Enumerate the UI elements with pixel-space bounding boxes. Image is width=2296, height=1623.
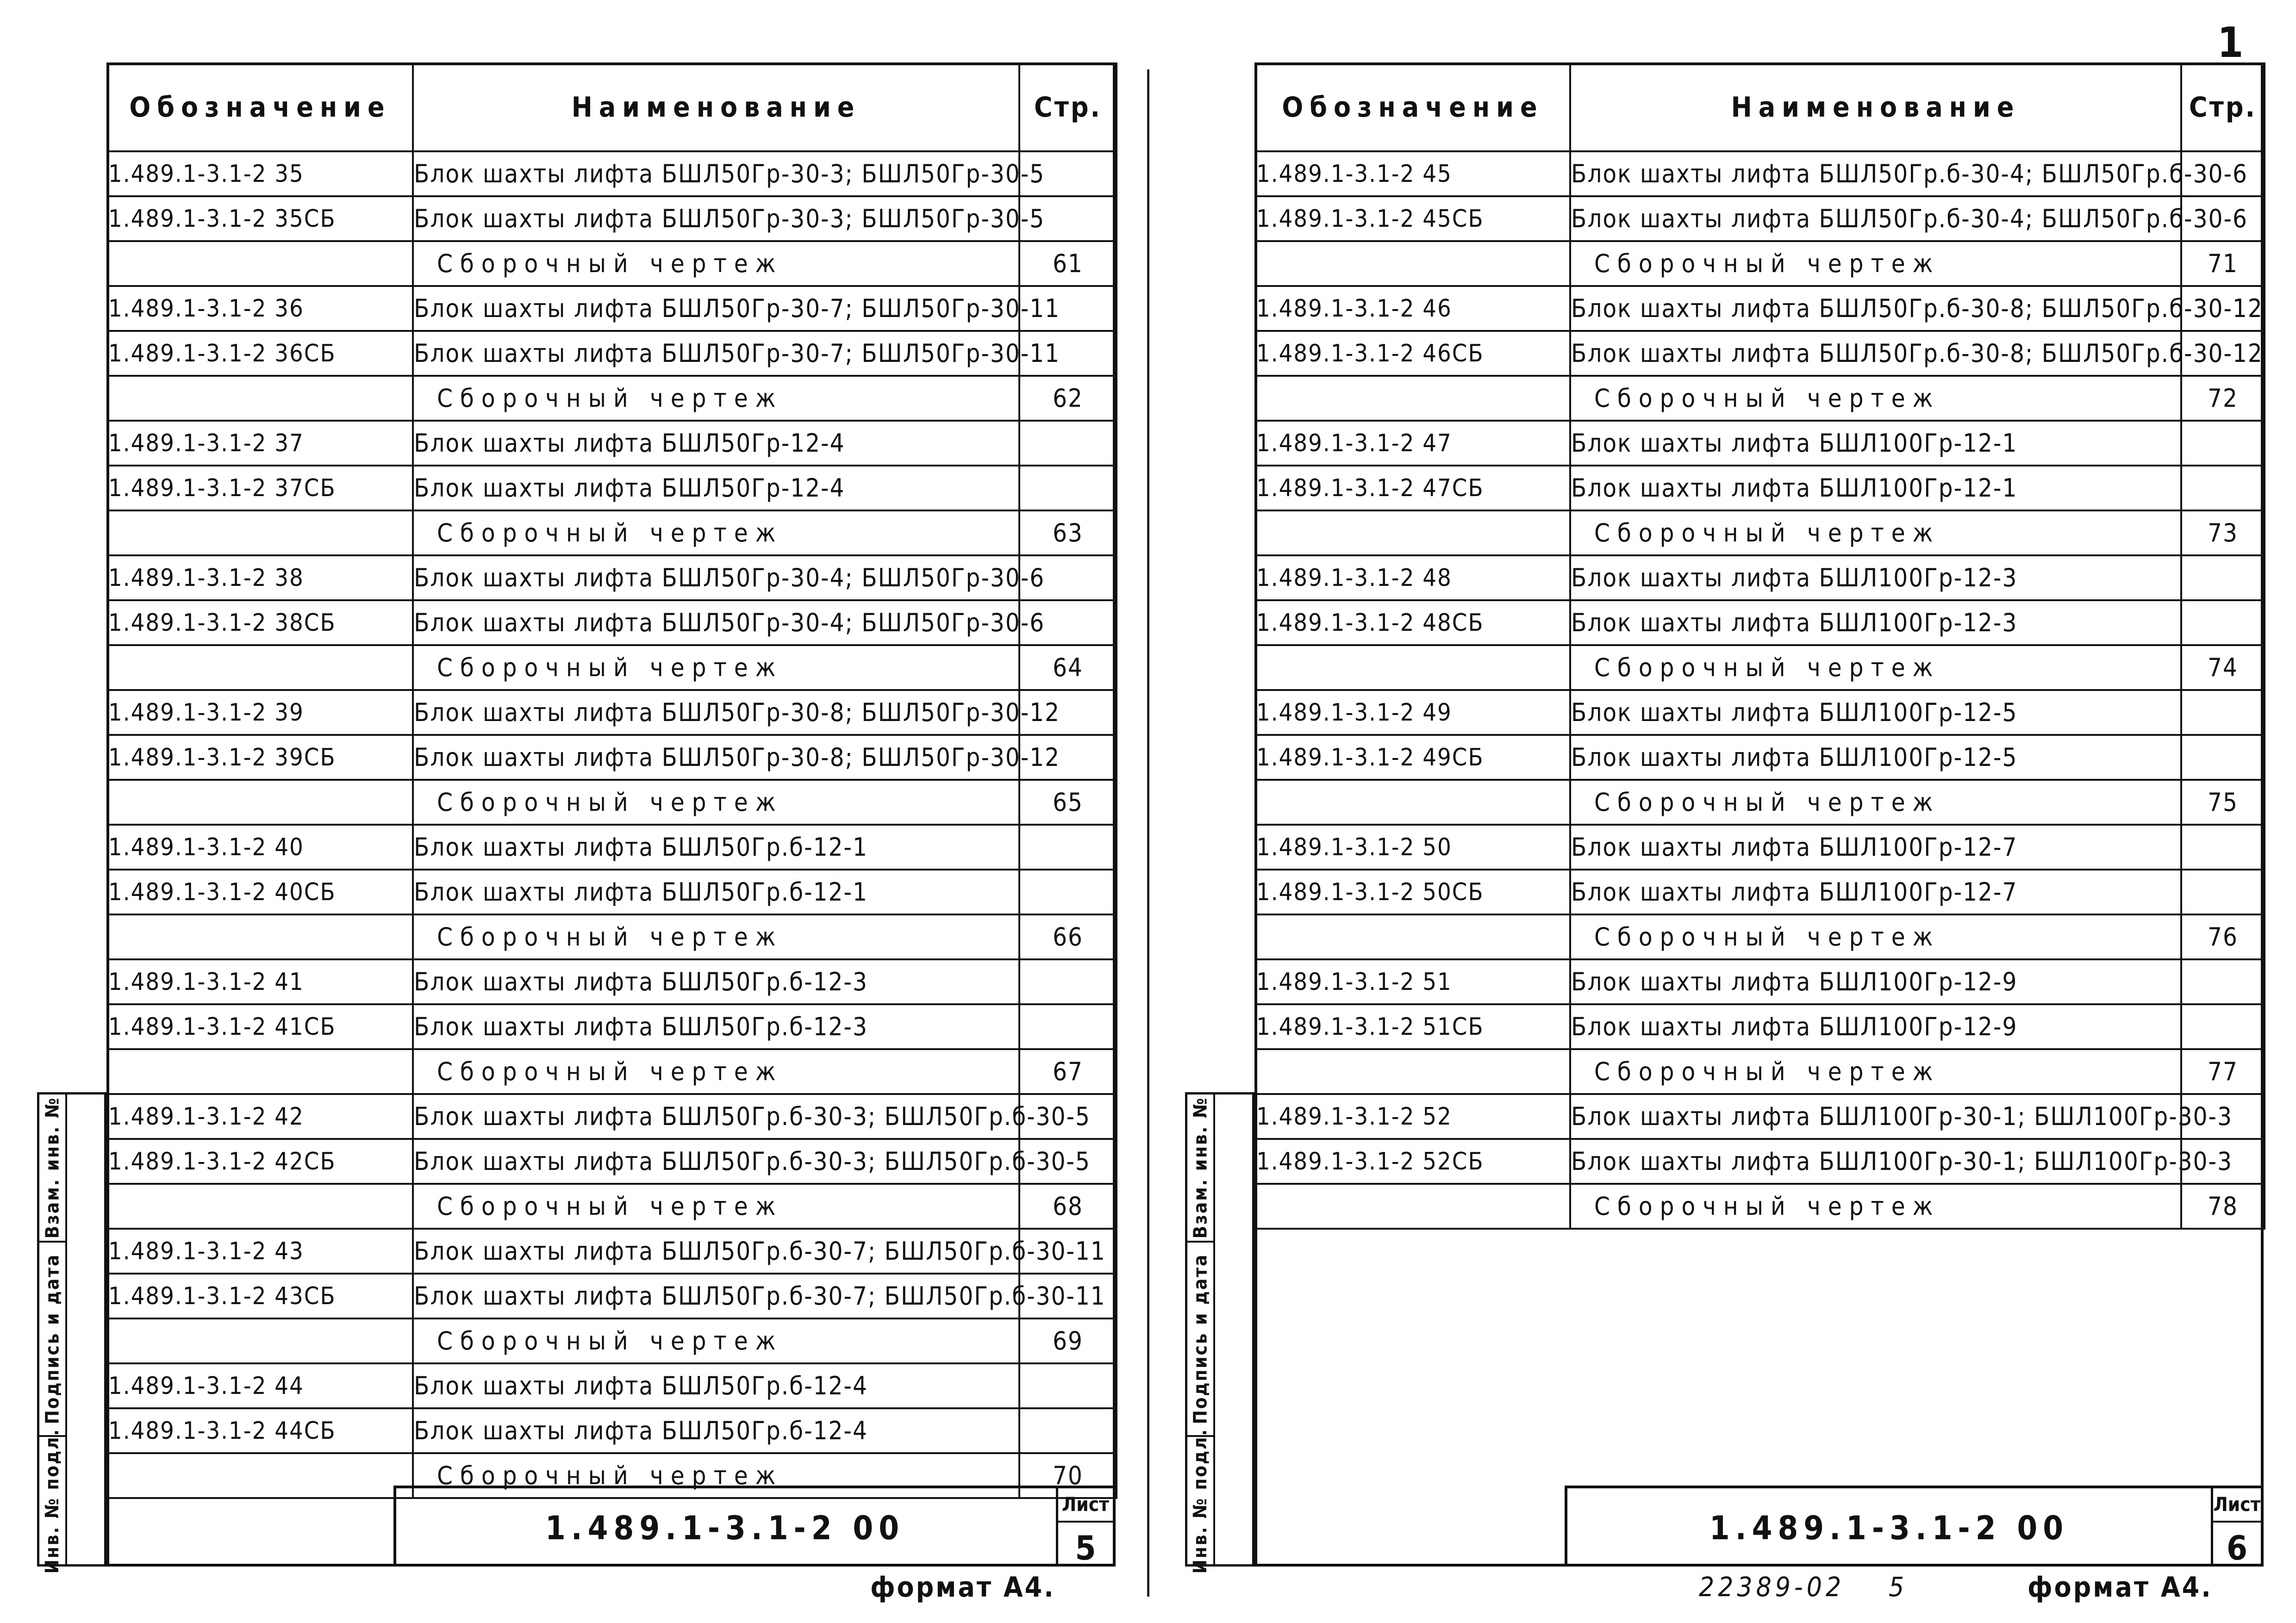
designation-cell [107,376,413,421]
designation-cell: 1.489.1-3.1-2 52 [1255,1094,1570,1139]
designation-cell: 1.489.1-3.1-2 49 [1255,690,1570,735]
page-cell: 67 [1019,1049,1117,1094]
archive-number: 22389-02 [1699,1571,1845,1603]
designation-cell: 1.489.1-3.1-2 43СБ [107,1274,413,1318]
page-cell [2181,600,2265,645]
table-row [1255,466,2265,510]
page-cell: 65 [1019,780,1117,825]
table-row [107,959,1117,1004]
page-cell: 62 [1019,376,1117,421]
table-row [107,286,1117,331]
designation-cell: 1.489.1-3.1-2 51 [1255,959,1570,1004]
page-cell: 73 [2181,510,2265,555]
designation-cell: 1.489.1-3.1-2 52СБ [1255,1139,1570,1184]
stamp-swap-inv: Взам. инв. № [1190,1096,1211,1239]
table-row [107,645,1117,690]
page-cell: 77 [2181,1049,2265,1094]
header-name: Наименование [413,63,1019,151]
designation-cell [1255,241,1570,286]
designation-cell: 1.489.1-3.1-2 44 [107,1363,413,1408]
designation-cell: 1.489.1-3.1-2 48СБ [1255,600,1570,645]
table-row [1255,645,2265,690]
name-cell: Блок шахты лифта БШЛ50Гр.б-30-7; БШЛ50Гр.б-30-11 [413,1229,1019,1274]
name-cell: Блок шахты лифта БШЛ100Гр-30-1; БШЛ100Гр-30-3 [1570,1094,2181,1139]
designation-cell: 1.489.1-3.1-2 49СБ [1255,735,1570,780]
table-row [107,466,1117,510]
name-cell: Блок шахты лифта БШЛ50Гр.б-12-4 [413,1408,1019,1453]
designation-cell: 1.489.1-3.1-2 36СБ [107,331,413,376]
name-cell: Сборочный чертеж [1570,376,2181,421]
name-cell: Блок шахты лифта БШЛ50Гр.б-30-8; БШЛ50Гр.б-30-12 [1570,286,2181,331]
page-cell: 66 [1019,914,1117,959]
page-cell: 64 [1019,645,1117,690]
designation-cell: 1.489.1-3.1-2 41 [107,959,413,1004]
page-cell: 74 [2181,645,2265,690]
name-cell: Сборочный чертеж [413,376,1019,421]
designation-cell [1255,376,1570,421]
designation-cell: 1.489.1-3.1-2 39 [107,690,413,735]
right-table-body [1255,151,2265,1229]
table-row [107,241,1117,286]
designation-cell: 1.489.1-3.1-2 41СБ [107,1004,413,1049]
table-row [1255,555,2265,600]
page-cell: 61 [1019,241,1117,286]
left-contents-table [106,62,1117,1499]
name-cell: Блок шахты лифта БШЛ100Гр-12-1 [1570,421,2181,466]
table-row [107,1184,1117,1229]
page-cell: 78 [2181,1184,2265,1229]
name-cell: Блок шахты лифта БШЛ50Гр.б-12-3 [413,959,1019,1004]
stamp-inv-orig-cell [1187,1428,1215,1573]
designation-cell: 1.489.1-3.1-2 36 [107,286,413,331]
stamp-signature-date-cell [1187,1243,1215,1437]
left-doc-code: 1.489.1-3.1-2 00 [545,1509,905,1547]
table-row [107,780,1117,825]
table-row [107,1363,1117,1408]
page-cell [1019,1004,1117,1049]
left-side-stamp [37,1092,106,1573]
page-cell: 70 [1019,1453,1117,1498]
table-row [107,510,1117,555]
table-row [1255,959,2265,1004]
header-name: Наименование [1570,63,2181,151]
name-cell: Сборочный чертеж [1570,914,2181,959]
designation-cell: 1.489.1-3.1-2 37 [107,421,413,466]
table-row [107,690,1117,735]
left-sheet-box [1056,1488,1113,1567]
stamp-inv-orig: Инв. № подл. [42,1428,63,1573]
table-row [1255,196,2265,241]
name-cell: Блок шахты лифта БШЛ100Гр-12-9 [1570,1004,2181,1049]
designation-cell: 1.489.1-3.1-2 45 [1255,151,1570,196]
designation-cell [107,1049,413,1094]
name-cell: Блок шахты лифта БШЛ50Гр.б-12-4 [413,1363,1019,1408]
name-cell: Блок шахты лифта БШЛ50Гр-30-8; БШЛ50Гр-30-12 [413,735,1019,780]
page-cell [2181,825,2265,870]
name-cell: Сборочный чертеж [413,1318,1019,1363]
table-row [107,1049,1117,1094]
designation-cell: 1.489.1-3.1-2 39СБ [107,735,413,780]
designation-cell [1255,645,1570,690]
designation-cell: 1.489.1-3.1-2 38СБ [107,600,413,645]
name-cell: Блок шахты лифта БШЛ50Гр.б-30-8; БШЛ50Гр.б-30-12 [1570,331,2181,376]
table-row [107,600,1117,645]
designation-cell [107,1318,413,1363]
stamp-signature-date: Подпись и дата [1190,1253,1211,1424]
name-cell: Блок шахты лифта БШЛ100Гр-12-5 [1570,735,2181,780]
stamp-swap-inv-cell [39,1094,67,1243]
designation-cell: 1.489.1-3.1-2 35СБ [107,196,413,241]
right-doc-code: 1.489.1-3.1-2 00 [1709,1509,2069,1547]
page-cell [2181,555,2265,600]
designation-cell: 1.489.1-3.1-2 47СБ [1255,466,1570,510]
name-cell: Сборочный чертеж [413,780,1019,825]
table-row [107,870,1117,914]
table-row [107,196,1117,241]
table-row [107,914,1117,959]
page-cell: 71 [2181,241,2265,286]
table-row [1255,870,2265,914]
left-title-block [393,1486,1116,1567]
designation-cell: 1.489.1-3.1-2 37СБ [107,466,413,510]
table-row [107,1408,1117,1453]
table-row [1255,151,2265,196]
right-sheet-label: Лист [2213,1488,2261,1523]
left-sheet-number: 5 [1075,1529,1096,1567]
stamp-signature-date: Подпись и дата [42,1253,63,1424]
table-row [1255,1004,2265,1049]
table-row [107,376,1117,421]
page-cell: 68 [1019,1184,1117,1229]
designation-cell: 1.489.1-3.1-2 42СБ [107,1139,413,1184]
table-row [107,1274,1117,1318]
name-cell: Сборочный чертеж [1570,510,2181,555]
designation-cell [1255,780,1570,825]
designation-cell [107,1184,413,1229]
table-row [107,555,1117,600]
name-cell: Блок шахты лифта БШЛ50Гр.б-30-3; БШЛ50Гр.б-30-5 [413,1139,1019,1184]
table-row [1255,421,2265,466]
header-designation: Обозначение [1255,63,1570,151]
designation-cell [1255,914,1570,959]
name-cell: Сборочный чертеж [1570,1049,2181,1094]
right-title-block [1565,1486,2264,1567]
designation-cell [107,241,413,286]
page-cell: 69 [1019,1318,1117,1363]
stamp-swap-inv: Взам. инв. № [42,1096,63,1239]
left-table-body [107,151,1117,1498]
table-header-row [1255,63,2265,151]
name-cell: Блок шахты лифта БШЛ50Гр-30-3; БШЛ50Гр-30-5 [413,196,1019,241]
name-cell: Блок шахты лифта БШЛ50Гр.б-12-1 [413,870,1019,914]
name-cell: Блок шахты лифта БШЛ100Гр-12-1 [1570,466,2181,510]
name-cell: Блок шахты лифта БШЛ50Гр.б-30-4; БШЛ50Гр.б-30-6 [1570,151,2181,196]
table-row [1255,286,2265,331]
designation-cell [1255,1049,1570,1094]
name-cell: Блок шахты лифта БШЛ100Гр-12-7 [1570,825,2181,870]
table-row [1255,1094,2265,1139]
table-row [1255,1184,2265,1229]
name-cell: Сборочный чертеж [413,645,1019,690]
name-cell: Сборочный чертеж [1570,241,2181,286]
page-cell [2181,735,2265,780]
designation-cell: 1.489.1-3.1-2 42 [107,1094,413,1139]
name-cell: Блок шахты лифта БШЛ100Гр-12-3 [1570,555,2181,600]
designation-cell [107,780,413,825]
page-cell [2181,870,2265,914]
name-cell: Блок шахты лифта БШЛ50Гр-30-7; БШЛ50Гр-30-11 [413,286,1019,331]
table-row [107,1004,1117,1049]
stamp-swap-inv-cell [1187,1094,1215,1243]
table-row [1255,825,2265,870]
page-cell [1019,1408,1117,1453]
designation-cell: 1.489.1-3.1-2 46СБ [1255,331,1570,376]
name-cell: Блок шахты лифта БШЛ100Гр-12-9 [1570,959,2181,1004]
designation-cell [1255,1184,1570,1229]
name-cell: Блок шахты лифта БШЛ100Гр-12-3 [1570,600,2181,645]
name-cell: Блок шахты лифта БШЛ50Гр-12-4 [413,421,1019,466]
designation-cell: 1.489.1-3.1-2 35 [107,151,413,196]
name-cell: Сборочный чертеж [413,241,1019,286]
stamp-signature-date-cell [39,1243,67,1437]
name-cell: Сборочный чертеж [413,1049,1019,1094]
name-cell: Блок шахты лифта БШЛ50Гр-12-4 [413,466,1019,510]
name-cell: Блок шахты лифта БШЛ50Гр.б-30-3; БШЛ50Гр.б-30-5 [413,1094,1019,1139]
designation-cell: 1.489.1-3.1-2 50 [1255,825,1570,870]
designation-cell [107,510,413,555]
table-row [1255,600,2265,645]
header-page: Стр. [2181,63,2265,151]
table-row [1255,376,2265,421]
table-row [107,1094,1117,1139]
name-cell: Блок шахты лифта БШЛ50Гр-30-3; БШЛ50Гр-30-5 [413,151,1019,196]
designation-cell: 1.489.1-3.1-2 48 [1255,555,1570,600]
table-header-row [107,63,1117,151]
table-row [1255,914,2265,959]
name-cell: Сборочный чертеж [1570,645,2181,690]
stamp-inv-orig-cell [39,1428,67,1573]
page-cell: 72 [2181,376,2265,421]
page-cell [1019,870,1117,914]
designation-cell [107,645,413,690]
table-row [107,151,1117,196]
table-row [1255,780,2265,825]
name-cell: Сборочный чертеж [1570,780,2181,825]
name-cell: Блок шахты лифта БШЛ50Гр.б-30-7; БШЛ50Гр.б-30-11 [413,1274,1019,1318]
archive-suffix: 5 [1889,1571,1908,1603]
name-cell: Сборочный чертеж [413,1453,1019,1498]
table-row [1255,690,2265,735]
name-cell: Блок шахты лифта БШЛ100Гр-30-1; БШЛ100Гр-30-3 [1570,1139,2181,1184]
page-cell [2181,1004,2265,1049]
corner-mark: 1 [2217,19,2244,67]
page-cell [2181,690,2265,735]
right-format-label: формат А4. [2028,1571,2213,1604]
page-cell: 76 [2181,914,2265,959]
table-row [107,421,1117,466]
page-cell [1019,959,1117,1004]
name-cell: Сборочный чертеж [1570,1184,2181,1229]
name-cell: Сборочный чертеж [413,914,1019,959]
designation-cell: 1.489.1-3.1-2 50СБ [1255,870,1570,914]
designation-cell: 1.489.1-3.1-2 51СБ [1255,1004,1570,1049]
stamp-inv-orig: Инв. № подл. [1190,1428,1211,1573]
name-cell: Блок шахты лифта БШЛ50Гр-30-7; БШЛ50Гр-30-11 [413,331,1019,376]
table-row [1255,510,2265,555]
page-cell [2181,421,2265,466]
page-cell [1019,466,1117,510]
left-sheet-label: Лист [1058,1488,1113,1523]
designation-cell [107,914,413,959]
name-cell: Блок шахты лифта БШЛ50Гр.б-12-1 [413,825,1019,870]
page-cell [1019,421,1117,466]
page-cell [2181,466,2265,510]
right-sheet-box [2211,1488,2261,1567]
table-row [107,1229,1117,1274]
table-row [107,331,1117,376]
designation-cell [107,1453,413,1498]
name-cell: Блок шахты лифта БШЛ50Гр-30-4; БШЛ50Гр-30-6 [413,600,1019,645]
table-row [107,735,1117,780]
page-cell: 75 [2181,780,2265,825]
table-row [1255,1049,2265,1094]
name-cell: Блок шахты лифта БШЛ50Гр-30-4; БШЛ50Гр-30-6 [413,555,1019,600]
designation-cell [1255,510,1570,555]
designation-cell: 1.489.1-3.1-2 47 [1255,421,1570,466]
designation-cell: 1.489.1-3.1-2 40СБ [107,870,413,914]
header-page: Стр. [1019,63,1117,151]
left-format-label: формат А4. [870,1571,1055,1604]
table-row [1255,1139,2265,1184]
name-cell: Блок шахты лифта БШЛ50Гр.б-12-3 [413,1004,1019,1049]
table-row [1255,241,2265,286]
table-row [107,1139,1117,1184]
name-cell: Блок шахты лифта БШЛ100Гр-12-7 [1570,870,2181,914]
designation-cell: 1.489.1-3.1-2 46 [1255,286,1570,331]
table-row [1255,735,2265,780]
table-row [107,825,1117,870]
right-contents-table [1254,62,2265,1230]
designation-cell: 1.489.1-3.1-2 40 [107,825,413,870]
name-cell: Блок шахты лифта БШЛ100Гр-12-5 [1570,690,2181,735]
page-cell [1019,1363,1117,1408]
name-cell: Блок шахты лифта БШЛ50Гр-30-8; БШЛ50Гр-30-12 [413,690,1019,735]
name-cell: Блок шахты лифта БШЛ50Гр.б-30-4; БШЛ50Гр.б-30-6 [1570,196,2181,241]
table-row [107,1318,1117,1363]
page-cell [2181,959,2265,1004]
page-cell: 63 [1019,510,1117,555]
name-cell: Сборочный чертеж [413,510,1019,555]
right-sheet [1148,0,2296,1623]
designation-cell: 1.489.1-3.1-2 43 [107,1229,413,1274]
header-designation: Обозначение [107,63,413,151]
page-cell [1019,825,1117,870]
right-side-stamp [1185,1092,1254,1573]
table-row [1255,331,2265,376]
name-cell: Сборочный чертеж [413,1184,1019,1229]
designation-cell: 1.489.1-3.1-2 45СБ [1255,196,1570,241]
designation-cell: 1.489.1-3.1-2 44СБ [107,1408,413,1453]
right-sheet-number: 6 [2226,1529,2248,1567]
designation-cell: 1.489.1-3.1-2 38 [107,555,413,600]
